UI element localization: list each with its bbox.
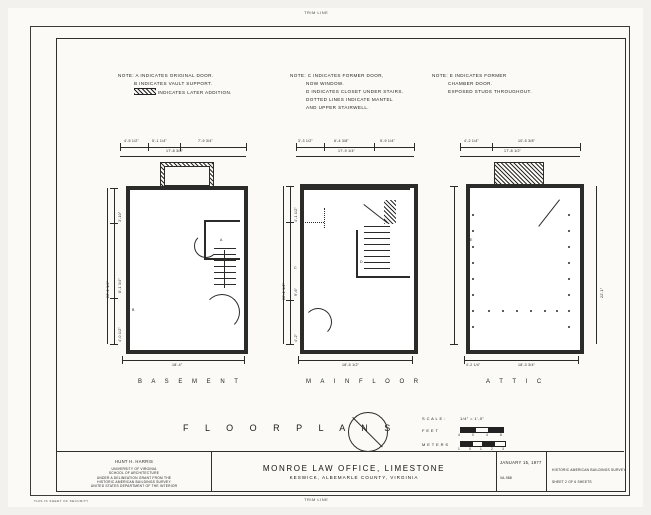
basement-door-arc-2 — [204, 294, 240, 330]
title-block — [56, 451, 624, 491]
main-dim-left-line — [290, 186, 291, 344]
meters-mark-5: 3 — [502, 447, 504, 451]
main-dim-bottom-line — [298, 360, 412, 361]
feet-mark-4: 8 — [500, 433, 502, 437]
meters-mark-1: 1 — [458, 447, 460, 451]
note-2-line-1: NOTE: C INDICATES FORMER DOOR, — [290, 73, 384, 78]
stair-step — [214, 272, 236, 273]
delineator-name: HUNT H. HARRIS — [114, 459, 154, 464]
attic-addition-block — [494, 162, 544, 188]
note-column-1 — [118, 72, 232, 97]
stair-step — [364, 244, 390, 245]
tick — [286, 186, 294, 187]
caption-attic: A T T I C — [486, 379, 546, 385]
project-name: MONROE LAW OFFICE, LIMESTONE — [262, 464, 446, 473]
tick — [492, 143, 493, 151]
school-line-4: HISTORIC AMERICAN BUILDINGS SURVEY — [97, 480, 171, 484]
note-2-line-3: D INDICATES CLOSET UNDER STAIRS. — [306, 89, 404, 94]
caption-basement: B A S E M E N T — [138, 379, 242, 385]
note-2-line-4: DOTTED LINES INDICATE MANTEL — [306, 97, 393, 102]
basement-dim-top-1: 4'-5 1/2" — [124, 139, 139, 143]
tick — [412, 356, 413, 364]
tick — [450, 344, 458, 345]
tick — [374, 143, 375, 151]
note-3-line-1: NOTE: E INDICATES FORMER — [432, 73, 507, 78]
note-column-2 — [290, 72, 404, 112]
survey-name: HISTORIC AMERICAN BUILDINGS SURVEY — [552, 468, 626, 472]
basement-dim-bottom-line — [122, 360, 244, 361]
attic-dim-top-line — [460, 147, 580, 148]
north-symbol — [348, 412, 388, 452]
main-dim-bottom: 18'-5 1/2" — [342, 363, 360, 367]
tick — [450, 186, 458, 187]
attic-dim-right-line — [596, 186, 597, 344]
basement-addition-inner — [164, 166, 210, 186]
tick — [286, 222, 294, 223]
attic-dim-left-line — [454, 186, 455, 344]
sheet-date: JANUARY 15, 1977 — [500, 460, 542, 465]
feet-mark-1: 4 — [458, 433, 460, 437]
basement-dim-left-2: 8'-1 3/4" — [118, 278, 122, 293]
stair-step — [214, 278, 236, 279]
tick — [110, 188, 118, 189]
corner-note: THIS IS SHEET OF SECURITY — [34, 499, 89, 503]
basement-dim-top-overall: 17'-8 3/8" — [166, 149, 184, 153]
basement-partition-1 — [204, 220, 240, 222]
tick — [246, 143, 247, 151]
stair-step — [364, 232, 390, 233]
basement-dim-left-line — [114, 188, 115, 344]
stair-step — [364, 256, 390, 257]
main-dim-top-line — [296, 147, 414, 148]
note-column-3 — [432, 72, 532, 96]
main-dim-top-1: 3'-3 1/2" — [298, 139, 313, 143]
basement-dim-top-3: 7'-9 3/4" — [198, 139, 213, 143]
tick — [580, 143, 581, 151]
meters-label: M E T E R S — [422, 442, 449, 447]
tick — [286, 300, 294, 301]
basement-dim-bottom: 18'-4" — [172, 363, 183, 367]
school-line-5: UNITED STATES DEPARTMENT OF THE INTERIOR — [90, 484, 178, 488]
main-partition-1 — [356, 276, 410, 278]
stair-step — [364, 238, 390, 239]
main-top-wall-solid — [300, 184, 410, 190]
basement-letter-b: B — [132, 308, 135, 312]
attic-dim-top-1: 4'-2 1/4" — [464, 139, 479, 143]
tick — [460, 143, 461, 151]
main-door-arc-1 — [304, 308, 332, 336]
feet-mark-3: 4 — [486, 433, 488, 437]
note-3-line-2: CHAMBER DOOR. — [448, 81, 493, 86]
tick — [464, 356, 465, 364]
stair-step — [214, 260, 236, 261]
caption-main-floor: M A I N F L O O R — [306, 379, 423, 385]
survey-number: VA-988 — [500, 476, 512, 480]
tick — [148, 143, 149, 151]
attic-dim-bottom-left: 4'-2 1/4" — [466, 363, 481, 367]
note-1-line-1: NOTE: A INDICATES ORIGINAL DOOR. — [118, 73, 214, 78]
basement-dim-top-2: 5'-1 1/4" — [152, 139, 167, 143]
main-dim-top-overall-line — [296, 156, 414, 157]
attic-dim-top-2: 10'-5 3/8" — [518, 139, 536, 143]
school-line-1: UNIVERSITY OF VIRGINIA — [111, 467, 157, 471]
stair-step — [214, 266, 236, 267]
stair-step — [364, 262, 390, 263]
main-dim-top-overall: 17'-9 1/4" — [338, 149, 356, 153]
tick — [298, 356, 299, 364]
tick — [578, 356, 579, 364]
sheet-title: F L O O R P L A N S — [183, 423, 398, 433]
main-dim-left-1: 4'-1 1/2" — [294, 207, 298, 222]
school-line-3: UNDER A DELINEATION GRANT FROM THE — [96, 476, 172, 480]
attic-outer-wall — [466, 184, 584, 354]
attic-dim-bottom: 18'-3 3/4" — [518, 363, 536, 367]
attic-dim-top-overall-line — [460, 156, 580, 157]
trim-line-bottom: TRIM LINE — [304, 497, 329, 502]
tick — [110, 344, 118, 345]
main-dim-left-2: 9'-6" — [294, 287, 298, 296]
tick — [122, 356, 123, 364]
note-1-line-3: INDICATES LATER ADDITION. — [157, 90, 232, 95]
tick — [286, 344, 294, 345]
basement-letter-a: A — [220, 238, 223, 242]
basement-door-arc-1 — [194, 234, 218, 258]
main-stair-hatch — [384, 200, 396, 224]
later-addition-hatch-icon — [134, 88, 156, 95]
basement-stair-center — [224, 250, 225, 288]
stair-step — [364, 226, 390, 227]
attic-dim-top-overall: 17'-8 1/2" — [504, 149, 522, 153]
tick — [244, 356, 245, 364]
attic-letter-e: E — [470, 238, 473, 242]
note-2-line-5: AND UPPER STAIRWELL. — [306, 105, 369, 110]
basement-dim-left-3: 4'-0 1/2" — [118, 327, 122, 342]
meters-bar-4 — [493, 441, 506, 447]
sheet-count: SHEET 2 OF 6 SHEETS — [552, 480, 592, 484]
stair-step — [364, 268, 390, 269]
trim-line-top: TRIM LINE — [304, 10, 329, 15]
meters-mark-3: 1 — [480, 447, 482, 451]
attic-dim-bottom-line — [464, 360, 578, 361]
tick — [110, 223, 118, 224]
main-partition-2 — [356, 230, 358, 278]
tick — [414, 143, 415, 151]
feet-label: F E E T — [422, 428, 439, 433]
paper — [8, 8, 643, 507]
feet-mark-2: 0 — [472, 433, 474, 437]
basement-dim-top-overall-line — [120, 156, 246, 157]
main-letter-d: D — [360, 260, 363, 264]
note-2-line-2: NOW WINDOW. — [306, 81, 345, 86]
basement-outer-wall — [126, 186, 248, 354]
stair-step — [364, 250, 390, 251]
project-location: KESWICK, ALBEMARLE COUNTY, VIRGINIA — [289, 475, 419, 480]
main-dotted-mantel — [300, 222, 324, 223]
basement-dim-left-overall: 22'-1 1/4" — [106, 280, 110, 298]
scale-label: S C A L E : — [422, 416, 446, 421]
note-1-line-2: B INDICATES VAULT SUPPORT. — [134, 81, 213, 86]
main-dim-left-overall: 22'-2 1/2" — [282, 282, 286, 300]
scale-value: 1/4" = 1'-0" — [460, 416, 485, 421]
tick — [120, 143, 121, 151]
tick — [296, 143, 297, 151]
main-dim-left-overall-line — [283, 186, 284, 344]
tick — [110, 298, 118, 299]
tick — [324, 143, 325, 151]
basement-dim-left-overall-line — [107, 188, 108, 344]
attic-dim-right-overall: 22'-1" — [600, 287, 604, 298]
main-dotted-stairwell — [324, 208, 325, 228]
school-line-2: SCHOOL OF ARCHITECTURE — [108, 471, 160, 475]
stair-step — [214, 254, 236, 255]
meters-mark-2: 0 — [469, 447, 471, 451]
basement-dim-top-line — [120, 147, 246, 148]
main-dim-top-3: 5'-9 1/4" — [380, 139, 395, 143]
main-letter-c: C — [294, 266, 297, 270]
basement-dim-left-1: 3'-10" — [118, 211, 122, 222]
main-dim-top-2: 6'-4 3/8" — [334, 139, 349, 143]
stair-step — [214, 284, 236, 285]
meters-mark-4: 2 — [491, 447, 493, 451]
main-dim-left-3: 4'-2" — [294, 333, 298, 342]
note-3-line-3: EXPOSED STUDS THROUGHOUT. — [448, 89, 532, 94]
